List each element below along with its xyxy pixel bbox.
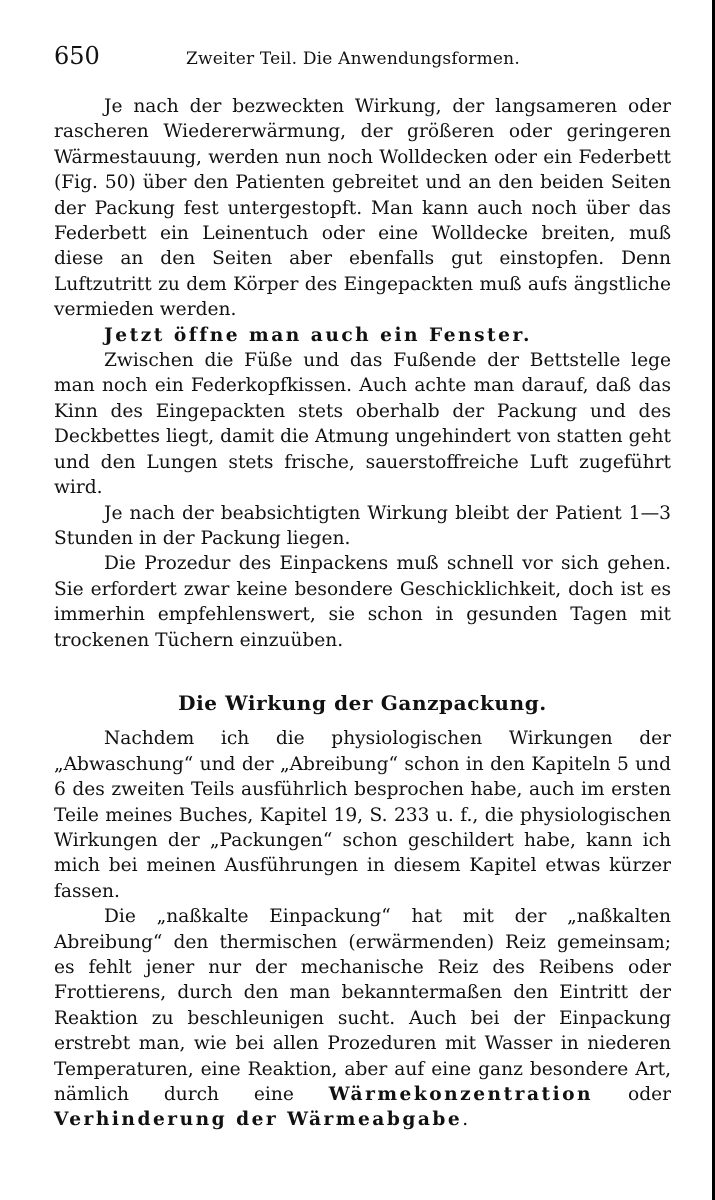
page-number: 650: [54, 42, 100, 70]
running-head: [54, 42, 671, 82]
text-period: .: [462, 1109, 469, 1131]
paragraph-nasskalte-einpackung: [54, 904, 671, 1133]
paragraph-fenster: [54, 323, 671, 348]
running-title: Zweiter Teil. Die Anwendungsformen.: [186, 49, 520, 69]
paragraph-dauer: Je nach der beabsichtigten Wirkung bleibt der Patient 1—3 Stunden in der Packung liegen.: [54, 502, 671, 549]
spaced-emphasis-waermeabgabe: Verhinderung der Wärmeabgabe: [54, 1109, 463, 1131]
paragraph-physiologische-wirkungen: Nachdem ich die physiologischen Wirkungen der „Abwaschung“ und der „Abreibung“ schon in den Kapiteln 5 und 6 des zweiten Teils ausführlich besprochen habe, auch im ersten Teile meines Buches, Kapitel 19, S. 233 u. f., die physiologischen Wirkungen der „Packungen“ schon geschildert habe, kann ich mich bei meinen Ausführungen in diesem Kapitel etwas kürzer fassen.: [54, 728, 671, 902]
text-einpackung: Die „naßkalte Einpackung“ hat mit der „naßkalten Abreibung“ den thermischen (erwärmenden) Reiz gemeinsam; es fehlt jener nur der mechanische Reiz des Reibens oder Frottierens, durch den man bekanntermaßen den Eintritt der Reaktion zu beschleunigen sucht. Auch bei der Einpackung erstrebt man, wie bei allen Prozeduren mit Wasser in niederen Temperaturen, eine Reaktion, aber auf eine ganz besondere Art, nämlich durch eine: [54, 906, 671, 1106]
body-text: [54, 94, 671, 1133]
paragraph-federkopfkissen: Zwischen die Füße und das Fußende der Bettstelle lege man noch ein Federkopfkissen. Auch achte man darauf, daß das Kinn des Eingepackten stets oberhalb der Packung und des Deckbettes liegt, damit die Atmung ungehindert von statten geht und den Lungen stets frische, sauerstoffreiche Luft zugeführt wird.: [54, 350, 671, 499]
spaced-emphasis-waermekonzentration: Wärmekonzentration: [328, 1084, 594, 1106]
spaced-emphasis-fenster: Jetzt öffne man auch ein Fenster.: [104, 324, 533, 346]
paragraph-prozedur: Die Prozedur des Einpackens muß schnell vor sich gehen. Sie erfordert zwar keine besondere Geschicklichkeit, doch ist es immerhin empfehlenswert, sie schon in gesunden Tagen mit trockenen Tüchern einzuüben.: [54, 553, 671, 651]
section-heading: Die Wirkung der Ganzpackung.: [178, 690, 547, 715]
text-oder: oder: [628, 1084, 671, 1106]
paragraph-wiedererwaermung: Je nach der bezweckten Wirkung, der langsameren oder rascheren Wiedererwärmung, der größeren oder geringeren Wärmestauung, werden nun noch Wolldecken oder ein Federbett (Fig. 50) über den Patienten gebreitet und an den beiden Seiten der Packung fest untergestopft. Man kann auch noch über das Federbett ein Leinentuch oder eine Wolldecke breiten, muß diese an den Seiten aber ebenfalls gut einstopfen. Denn Luftzutritt zu dem Körper des Eingepackten muß aufs ängstliche vermieden werden.: [54, 96, 671, 321]
